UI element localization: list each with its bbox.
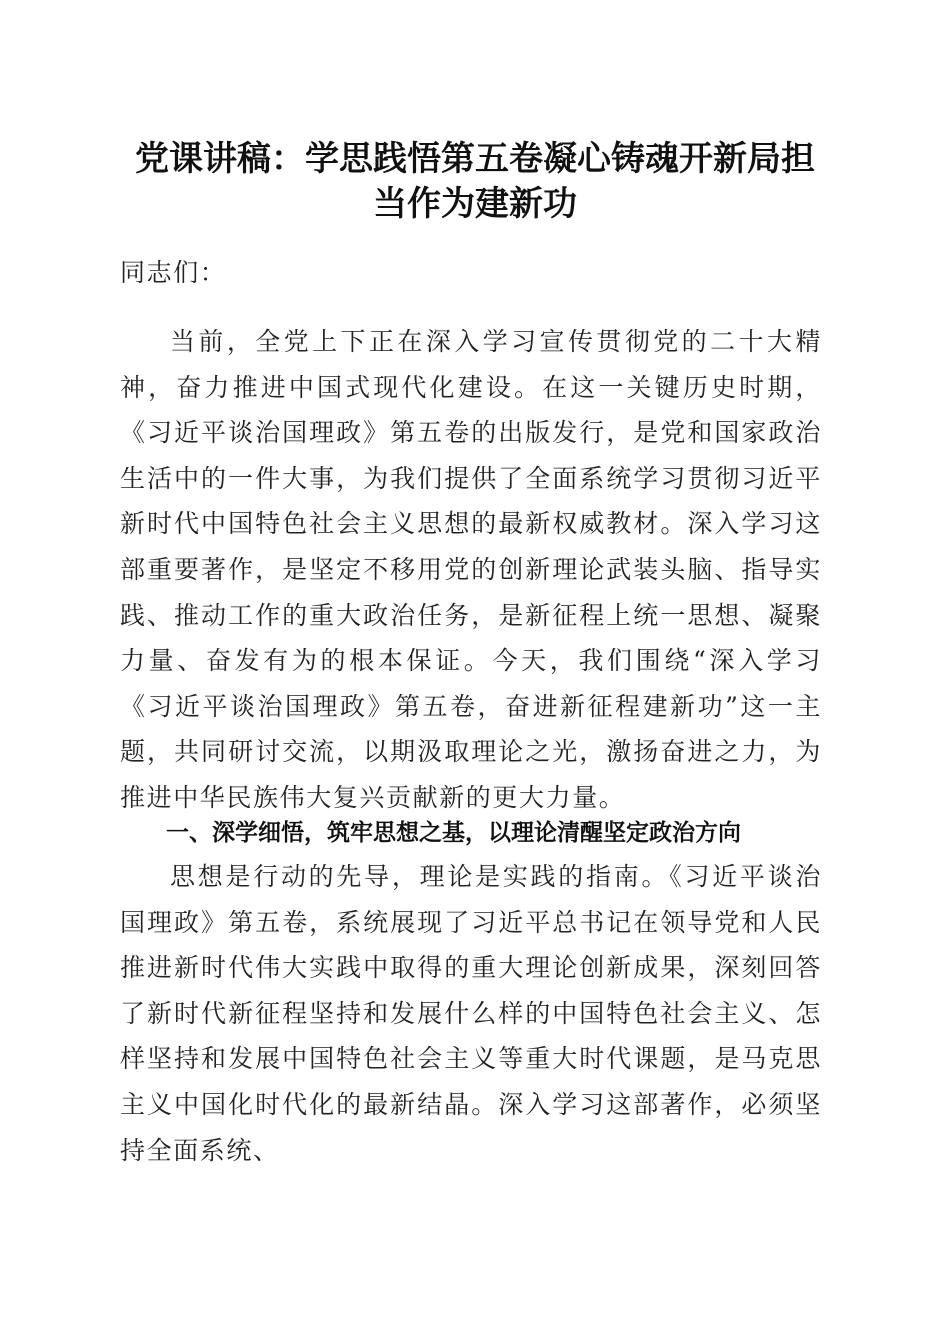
paragraph-intro: 当前，全党上下正在深入学习宣传贯彻党的二十大精神，奋力推进中国式现代化建设。在这一关键历史时期，《习近平谈治国理政》第五卷的出版发行，是党和国家政治生活中的一件大事，为我们提供了全面系统学习贯彻习近平新时代中国特色社会主义思想的最新权威教材。深入学习这部重要著作，是坚定不移用党的创新理论武装头脑、指导实践、推动工作的重大政治任务，是新征程上统一思想、凝聚力量、奋发有为的根本保证。今天，我们围绕“深入学习《习近平谈治国理政》第五卷，奋进新征程建新功”这一主题，共同研讨交流，以期汲取理论之光，激扬奋进之力，为推进中华民族伟大复兴贡献新的更大力量。	[120, 327, 822, 812]
document-title-line-1: 党课讲稿：学思践悟第五卷凝心铸魂开新局担	[135, 139, 815, 179]
salutation: 同志们：	[120, 258, 227, 287]
paragraph-section-1: 思想是行动的先导，理论是实践的指南。《习近平谈治国理政》第五卷，系统展现了习近平总书记在领导党和人民推进新时代伟大实践中取得的重大理论创新成果，深刻回答了新时代新征程坚持和发展什么样的中国特色社会主义、怎样坚持和发展中国特色社会主义等重大时代课题，是马克思主义中国化时代化的最新结晶。深入学习这部著作，必须坚持全面系统、	[120, 862, 822, 1165]
section-heading-1: 一、深学细悟，筑牢思想之基，以理论清醒坚定政治方向	[166, 820, 741, 846]
document-title-line-2: 当作为建新功	[373, 184, 577, 224]
